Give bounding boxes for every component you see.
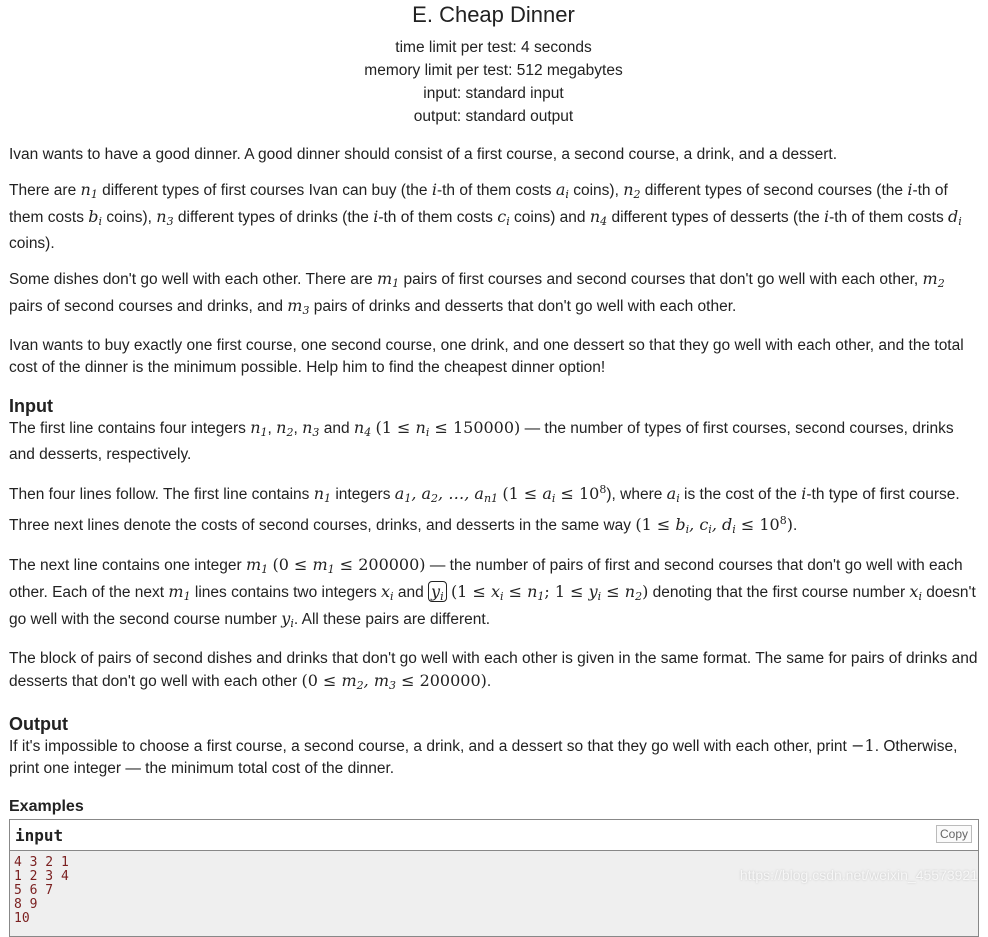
problem-page — [0, 2, 988, 937]
example-line: 1 2 3 4 — [14, 869, 69, 884]
input-paragraph-4: The block of pairs of second dishes and drinks that don't go well with each other is given in the same format. The same for pairs of drinks and desserts that don't go well with each other ($0 \le m_2$, $m_3 \le 200000$). — [9, 650, 978, 692]
output-heading: Output — [9, 714, 68, 734]
example-input-label: input — [15, 826, 64, 845]
watermark-text: https://blog.csdn.net/weixin_45573921 — [739, 867, 978, 883]
example-line: 10 — [14, 911, 30, 926]
problem-title: E. Cheap Dinner — [412, 2, 575, 27]
examples-heading: Examples — [9, 798, 84, 815]
input-paragraph-1: The first line contains four integers $n_1$, $n_2$, $n_3$ and $n_4$ $(1 \le n_i \le 150000)$ — the number of types of first courses, second courses, drinks and desserts, respectively. — [9, 418, 954, 463]
output-paragraph: If it's impossible to choose a first course, a second course, a drink, and a dessert so that they go well with each other, print −1. Otherwise, print one integer — the minimum total cost of the dinner. — [9, 736, 958, 777]
statement-paragraph-2: There are $n_1$ different types of first courses Ivan can buy (the i-th of them costs $a_i$ coins), $n_2$ different types of second courses (the i-th of them costs $b_i$ coins), $n_3$ different types of drinks (the i-th of them costs $c_i$ coins) and $n_4$ different types of desserts (the i-th of them costs $d_i$ coins). — [9, 180, 962, 252]
input-heading: Input — [9, 396, 53, 416]
example-line: 5 6 7 — [14, 883, 54, 898]
input-paragraph-3: The next line contains one integer $m_1$ $(0 \le m_1 \le 200000)$ — the number of pairs of first and second courses that don't go well with each other. Each of the next $m_1$ lines contains two integers $x_i$ and $y_i$ ($1 \le x_i \le n_1$; $1 \le y_i \le n_2$) denoting that the first course number $x_i$ doesn't go well with the second course number $y_i$. All these pairs are different. — [9, 555, 976, 630]
problem-limits — [9, 36, 978, 128]
example-line: 8 9 — [14, 897, 38, 912]
statement-paragraph-4: Ivan wants to buy exactly one first course, one second course, one drink, and one dessert so that they go well with each other, and the total cost of the dinner is the minimum possible. Help him to find the cheapest dinner option! — [9, 337, 964, 376]
example-input-content — [10, 851, 978, 936]
output-source: output: standard output — [413, 108, 574, 125]
copy-button[interactable]: Copy — [936, 825, 972, 843]
time-limit: time limit per test: 4 seconds — [395, 39, 592, 56]
input-source: input: standard input — [423, 85, 564, 102]
input-paragraph-2: Then four lines follow. The first line contains $n_1$ integers $a_1$, $a_2$, …, $a_{n1}$ $(1 \le a_i \le 10^8)$, where $a_i$ is the cost of the i-th type of first course. Three next lines denote the costs of second courses, drinks, and desserts in the same way ($1 \le b_i$, $c_i$, $d_i \le 10^8$). — [9, 483, 960, 536]
statement-paragraph-1: Ivan wants to have a good dinner. A good dinner should consist of a first course, a second course, a drink, and a dessert. — [9, 146, 838, 163]
example-input-header — [10, 820, 978, 851]
memory-limit: memory limit per test: 512 megabytes — [364, 62, 623, 79]
statement-paragraph-3: Some dishes don't go well with each other. There are $m_1$ pairs of first courses and second courses that don't go well with each other, $m_2$ pairs of second courses and drinks, and $m_3$ pairs of drinks and desserts that don't go well with each other. — [9, 269, 945, 317]
example-line: 4 3 2 1 — [14, 855, 69, 870]
